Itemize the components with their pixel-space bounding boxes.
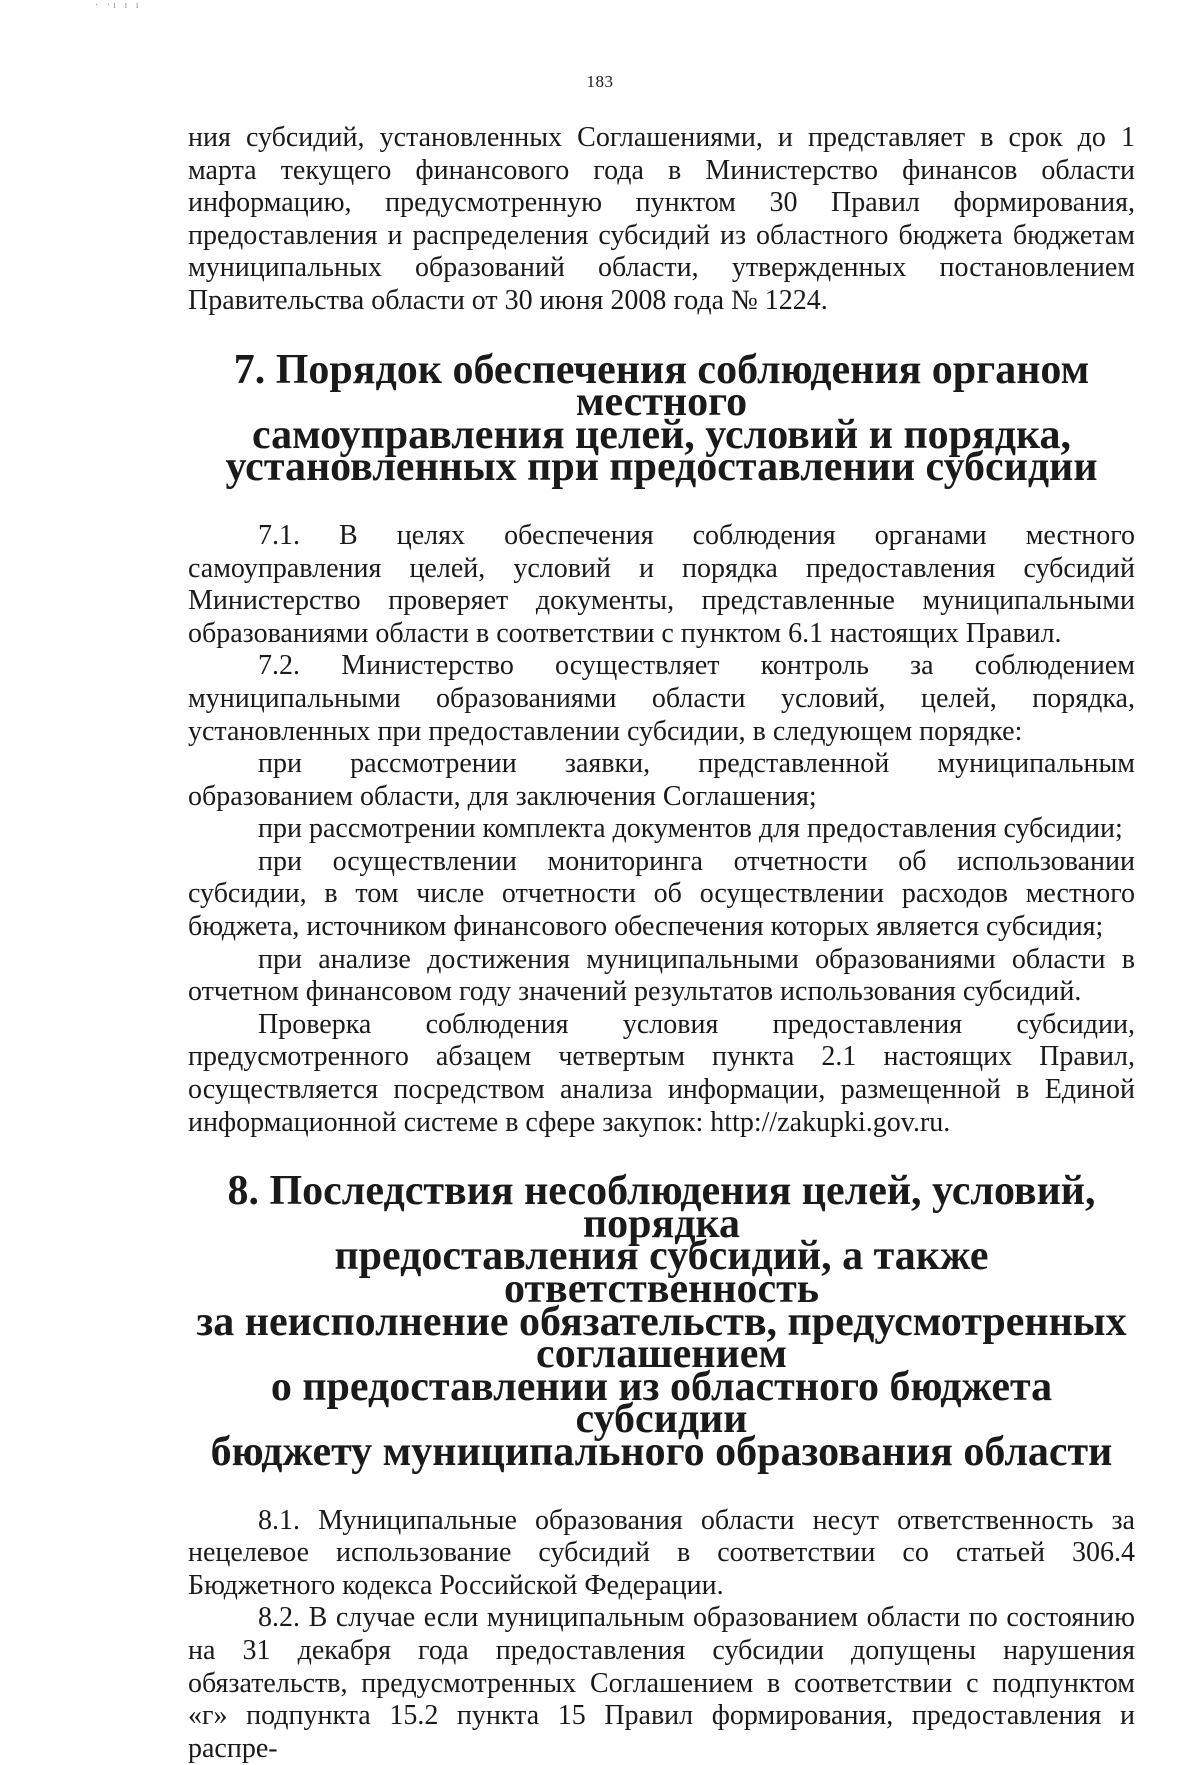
list-item: при рассмотрении комплекта документов для предоставления субсидии; bbox=[258, 813, 1123, 845]
paragraph-7-1: 7.1. В целях обеспечения соблюдения органами местного самоуправления целей, условий и порядка предоставления субсидий Министерство проверяет документы, представленные муниципальными образованиями области в соответствии с пунктом 6.1 настоящих Правил. bbox=[188, 519, 1135, 649]
heading-line: за неисполнение обязательств, предусмотренных соглашением bbox=[196, 1298, 1127, 1378]
heading-line: бюджету муниципального образования области bbox=[210, 1428, 1113, 1475]
list-item: при рассмотрении заявки, представленной муниципальным образованием области, для заключения Соглашения; bbox=[188, 748, 1135, 812]
document-body bbox=[188, 122, 1135, 1765]
page-number: 183 bbox=[586, 72, 614, 91]
heading-line: 7. Порядок обеспечения соблюдения органом местного bbox=[233, 346, 1090, 426]
section-8-heading bbox=[188, 1168, 1135, 1475]
heading-line: о предоставлении из областного бюджета субсидии bbox=[270, 1363, 1053, 1443]
paragraph-8-1: 8.1. Муниципальные образования области несут ответственность за нецелевое использование субсидий в соответствии со статьей 306.4 Бюджетного кодекса Российской Федерации. bbox=[188, 1504, 1135, 1601]
heading-line: установленных при предоставлении субсидии bbox=[225, 444, 1098, 491]
section-7-heading bbox=[188, 346, 1135, 491]
paragraph-check: Проверка соблюдения условия предоставления субсидии, предусмотренного абзацем четвертым пункта 2.1 настоящих Правил, осуществляется посредством анализа информации, размещенной в Единой информационной системе в сфере закупок: http://zakupki.gov.ru. bbox=[188, 1008, 1135, 1138]
list-item: при осуществлении мониторинга отчетности об использовании субсидии, в том числе отчетности об осуществлении расходов местного бюджета, источником финансового обеспечения которых является субсидия; bbox=[188, 845, 1135, 943]
heading-line: самоуправления целей, условий и порядка, bbox=[251, 411, 1072, 458]
intro-paragraph: ния субсидий, установленных Соглашениями, и представляет в срок до 1 марта текущего финансового года в Министерство финансов области информацию, предусмотренную пунктом 30 Правил формирования, предоставления и распределения субсидий из областного бюджета бюджетам муниципальных образований области, утвержденных постановлением Правительства области от 30 июня 2008 года № 1224. bbox=[188, 122, 1135, 316]
paragraph-7-2: 7.2. Министерство осуществляет контроль за соблюдением муниципальными образованиями области условий, целей, порядка, установленных при предоставлении субсидии, в следующем порядке: bbox=[188, 650, 1135, 747]
scan-mark: · ·ı ı ı bbox=[95, 0, 142, 11]
heading-line: предоставления субсидий, а также ответственность bbox=[334, 1233, 989, 1312]
paragraph-8-2: 8.2. В случае если муниципальным образованием области по состоянию на 31 декабря года предоставления субсидии допущены нарушения обязательств, предусмотренных Соглашением в соответствии с подпунктом «г» подпункта 15.2 пункта 15 Правил формирования, предоставления и распре- bbox=[188, 1602, 1135, 1764]
list-item: при анализе достижения муниципальными образованиями области в отчетном финансовом году значений результатов использования субсидий. bbox=[188, 943, 1135, 1008]
heading-line: 8. Последствия несоблюдения целей, условий, порядка bbox=[227, 1168, 1096, 1247]
